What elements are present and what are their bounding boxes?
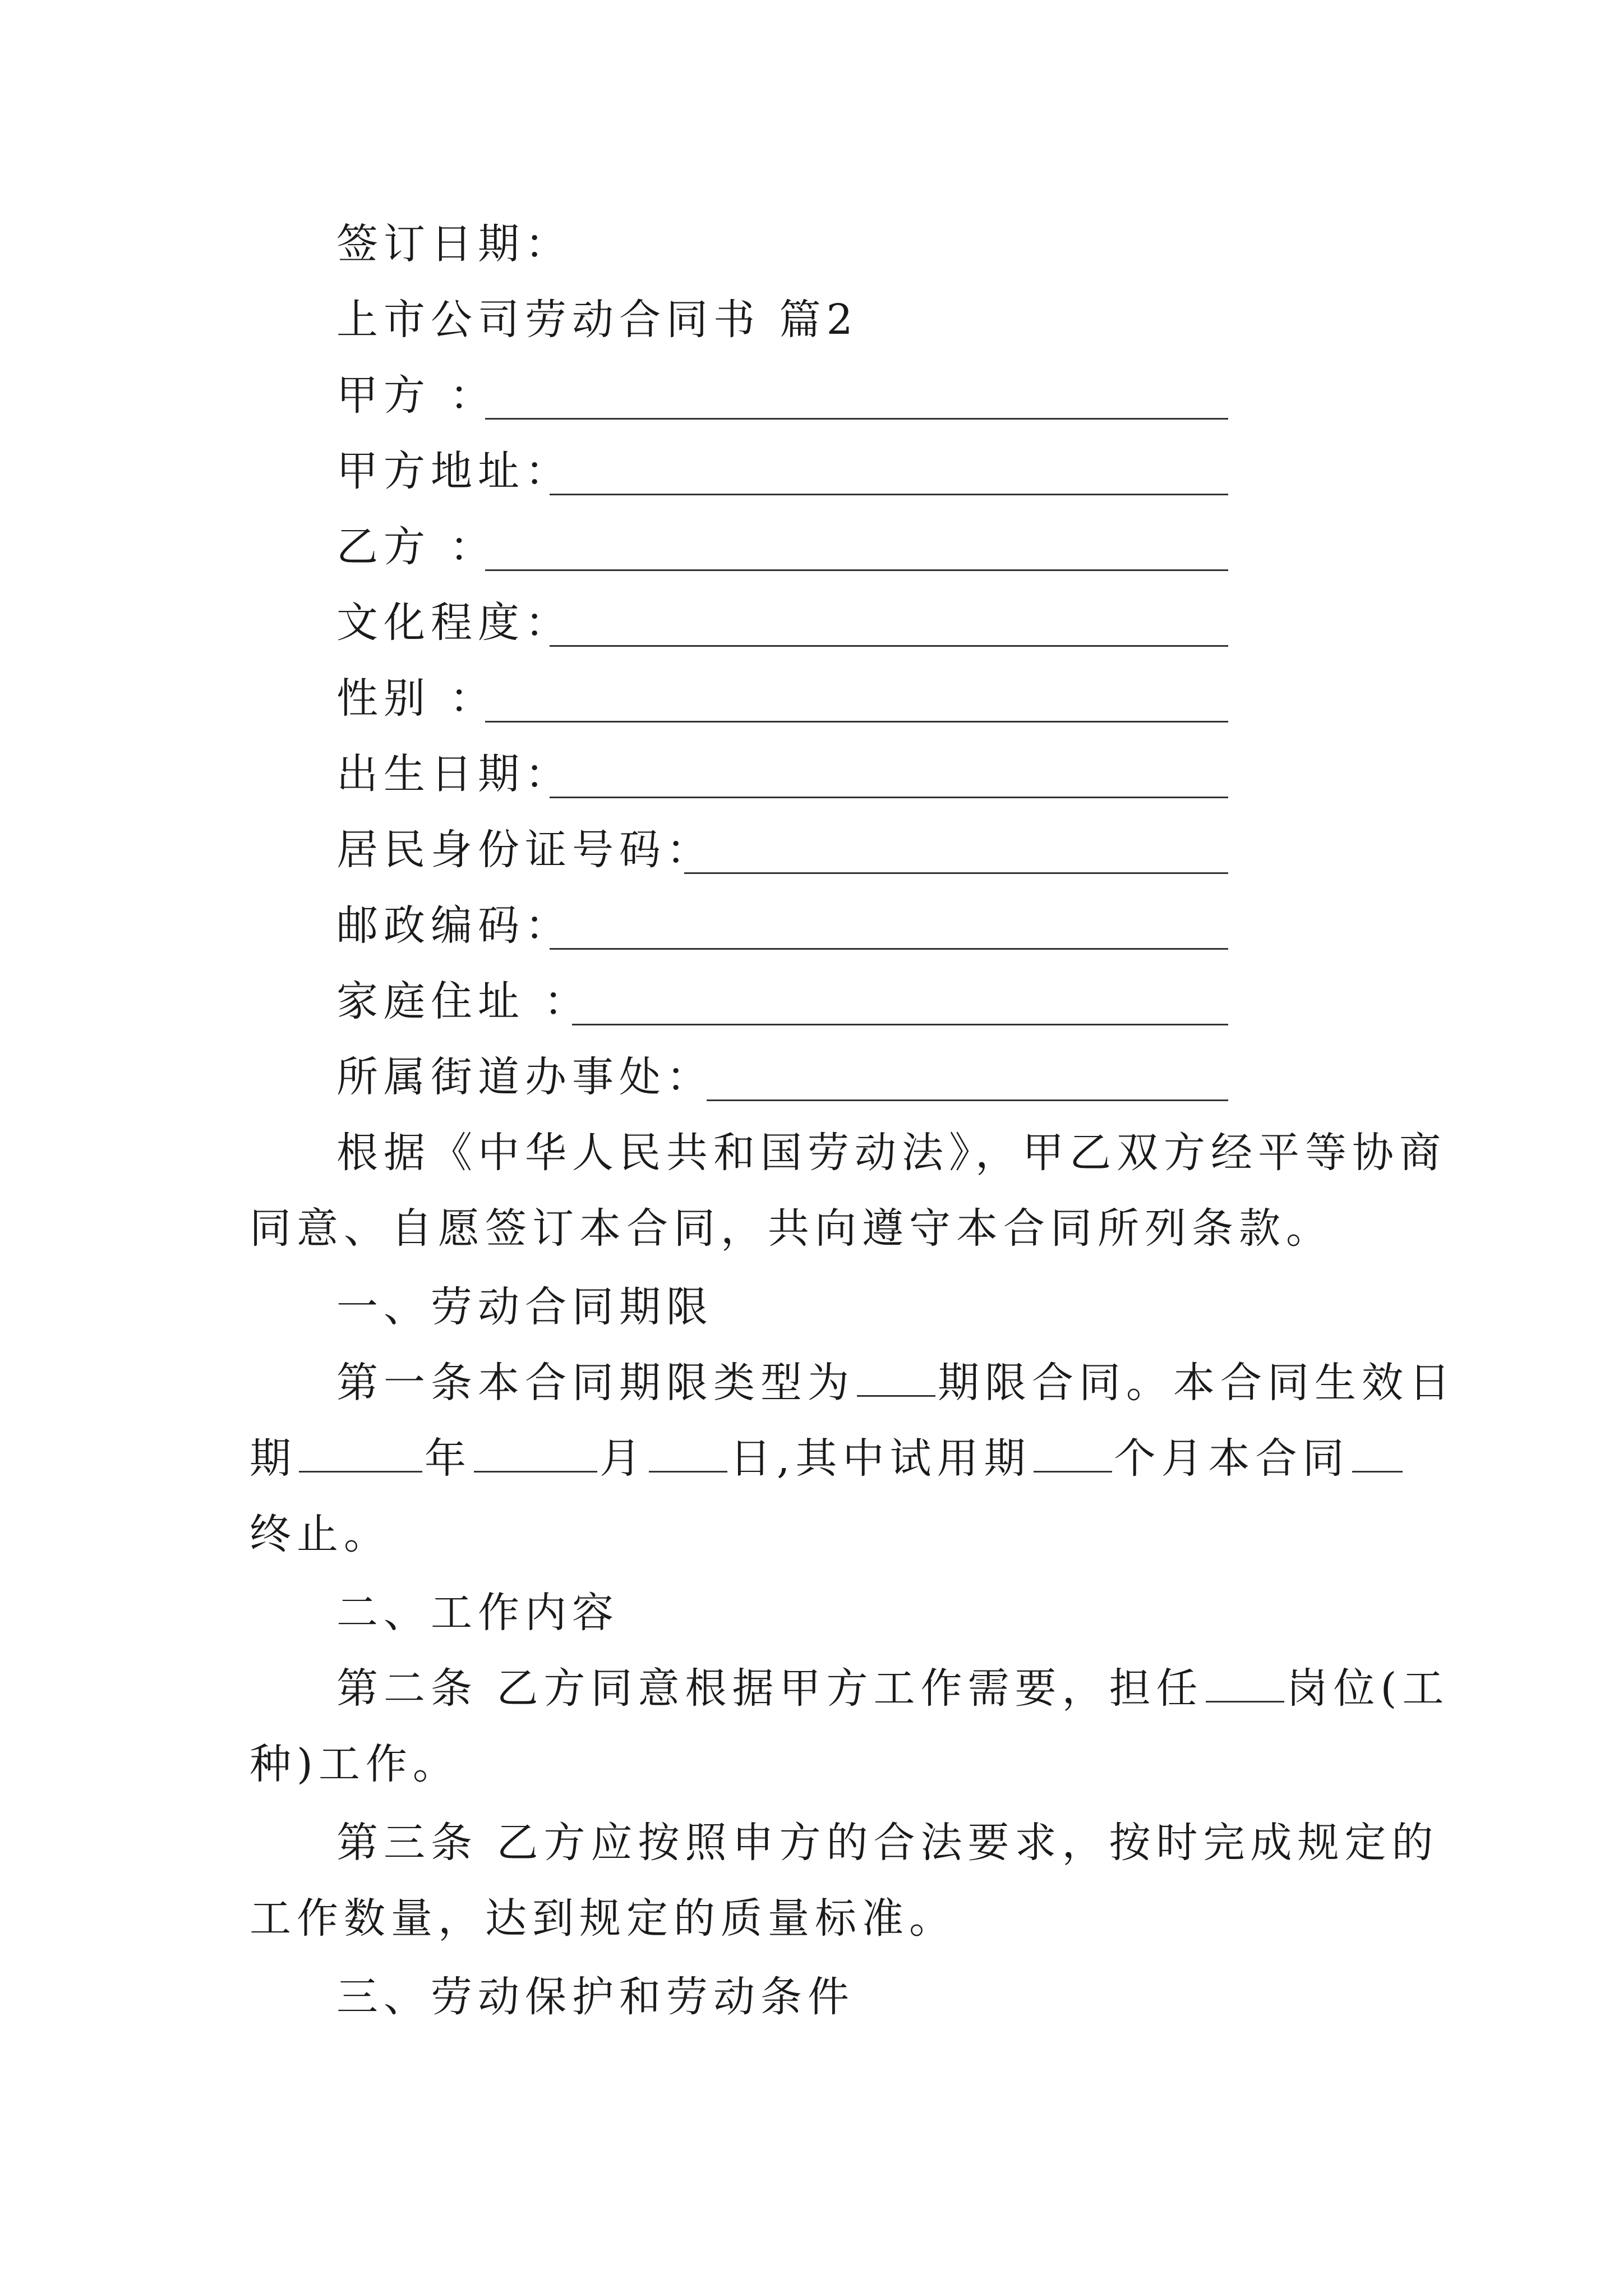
section-3-title: 三、劳动保护和劳动条件: [336, 1973, 855, 2021]
section-1-title: 一、劳动合同期限: [336, 1283, 713, 1331]
sign-date-label: 签订日期：: [336, 220, 572, 268]
article-1-text-c4: 日,其中试用期: [730, 1434, 1031, 1483]
section-2-title: 二、工作内容: [336, 1589, 619, 1637]
article-2-text-b: 岗位(工: [1286, 1664, 1450, 1713]
field-postcode-label: 邮政编码：: [336, 901, 572, 950]
field-gender-blank[interactable]: [485, 721, 1228, 723]
effective-year-blank[interactable]: [299, 1432, 422, 1473]
article-3-line-1: 第三条 乙方应按照申方的合法要求，按时完成规定的: [336, 1819, 1439, 1867]
article-1-line-3: 终止。: [250, 1510, 391, 1558]
field-street-office-blank[interactable]: [707, 1099, 1228, 1101]
article-2-text-a: 第二条 乙方同意根据甲方工作需要，担任: [336, 1664, 1204, 1713]
article-1-text-b: 期限合同。本合同生效日: [938, 1359, 1456, 1407]
term-type-blank[interactable]: [857, 1356, 935, 1397]
field-id-number-label: 居民身份证号码：: [336, 826, 713, 874]
article-1-text-c3: 月: [600, 1434, 647, 1483]
field-street-office-label: 所属街道办事处：: [336, 1053, 713, 1101]
field-party-a-label: 甲方 ：: [336, 371, 497, 420]
effective-month-blank[interactable]: [474, 1432, 597, 1473]
probation-months-blank[interactable]: [1034, 1432, 1112, 1473]
field-id-number-blank[interactable]: [684, 872, 1228, 874]
field-birthdate-label: 出生日期：: [336, 750, 572, 798]
article-1-text-c5: 个月本合同: [1114, 1434, 1350, 1483]
article-1-text-c1: 期: [250, 1434, 297, 1483]
article-1-text-a: 第一条本合同期限类型为: [336, 1359, 855, 1407]
contract-heading: 上市公司劳动合同书 篇2: [336, 296, 859, 344]
field-party-a-address-label: 甲方地址：: [336, 447, 572, 495]
field-postcode-blank[interactable]: [550, 948, 1228, 950]
field-party-b-label: 乙方 ：: [336, 523, 497, 571]
article-2-line-1: [336, 1660, 1449, 1717]
field-party-a-blank[interactable]: [485, 418, 1228, 420]
effective-day-blank[interactable]: [649, 1432, 727, 1473]
field-education-label: 文化程度：: [336, 599, 572, 647]
intro-line-2: 同意、自愿签订本合同，共向遵守本合同所列条款。: [250, 1204, 1333, 1253]
article-1-line-2: [250, 1430, 1405, 1487]
field-party-b-blank[interactable]: [485, 569, 1228, 571]
article-3-line-2: 工作数量，达到规定的质量标准。: [250, 1894, 956, 1943]
field-home-address-blank[interactable]: [572, 1024, 1228, 1025]
field-home-address-label: 家庭住址 ：: [336, 977, 591, 1025]
field-birthdate-blank[interactable]: [550, 797, 1228, 798]
termination-blank[interactable]: [1352, 1432, 1403, 1473]
intro-line-1: 根据《中华人民共和国劳动法》，甲乙双方经平等协商: [336, 1129, 1446, 1177]
article-1-text-c2: 年: [425, 1434, 472, 1483]
article-1-line-1: [336, 1355, 1456, 1411]
field-gender-label: 性别 ：: [336, 674, 497, 723]
field-party-a-address-blank[interactable]: [550, 494, 1228, 495]
article-2-line-2: 种)工作。: [250, 1740, 460, 1788]
field-education-blank[interactable]: [550, 645, 1228, 647]
position-blank[interactable]: [1206, 1662, 1284, 1703]
